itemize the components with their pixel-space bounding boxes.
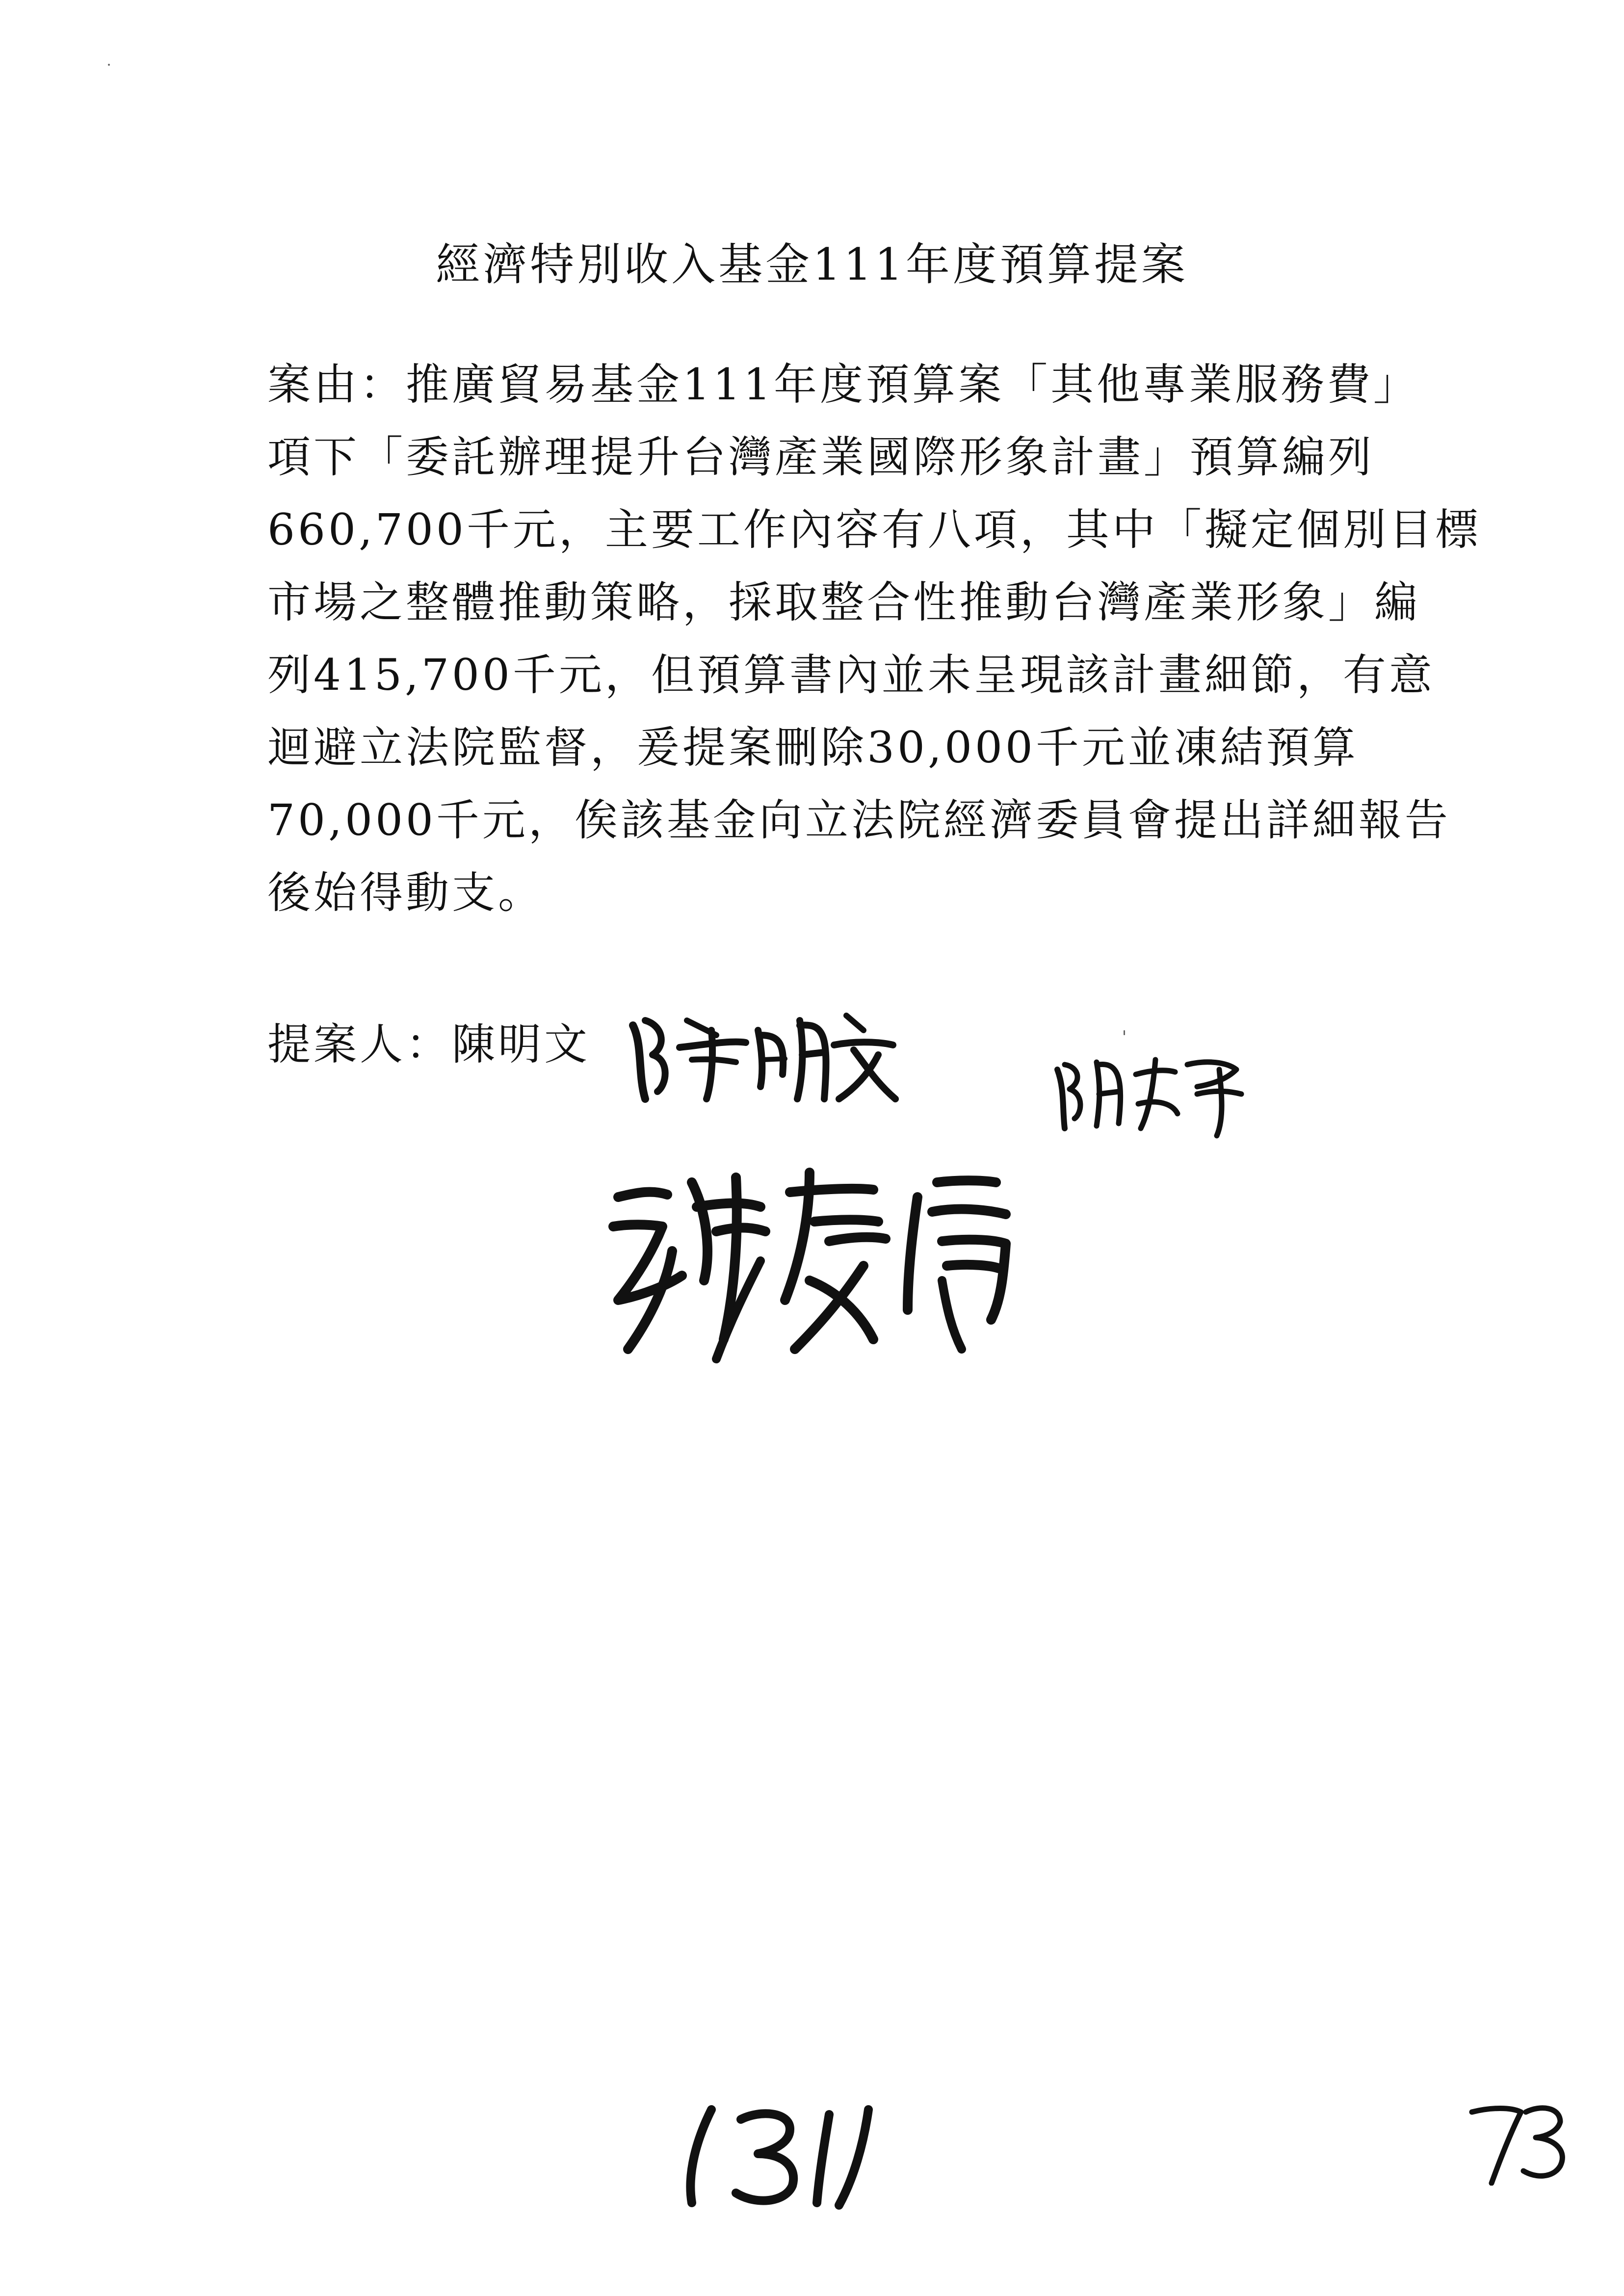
handwritten-page-number xyxy=(677,2100,883,2215)
body-line-6: 迴避立法院監督，爰提案刪除30,000千元並凍結預算 xyxy=(267,722,1359,773)
handwritten-signature xyxy=(1050,1040,1256,1138)
body-line-4: 市場之整體推動策略，採取整合性推動台灣產業形象」編 xyxy=(267,577,1421,627)
scan-speck xyxy=(1124,1030,1125,1035)
body-line-2: 項下「委託辦理提升台灣產業國際形象計畫」預算編列 xyxy=(267,432,1375,482)
body-line-5: 列415,700千元，但預算書內並未呈現該計畫細節，有意 xyxy=(267,650,1435,700)
body-line-7: 70,000千元，俟該基金向立法院經濟委員會提出詳細報告 xyxy=(267,795,1451,845)
handwritten-signature xyxy=(623,1001,898,1109)
body-line-3: 660,700千元，主要工作內容有八項，其中「擬定個別目標 xyxy=(267,504,1481,555)
scan-speck xyxy=(108,64,110,66)
handwritten-corner-number xyxy=(1462,2092,1580,2188)
proposer-label: 提案人：陳明文 xyxy=(267,1019,591,1070)
handwritten-signature xyxy=(599,1153,1030,1364)
body-line-1: 案由：推廣貿易基金111年度預算案「其他專業服務費」 xyxy=(267,359,1419,410)
document-title: 經濟特別收入基金111年度預算提案 xyxy=(436,239,1188,290)
body-line-8: 後始得動支。 xyxy=(267,867,545,918)
